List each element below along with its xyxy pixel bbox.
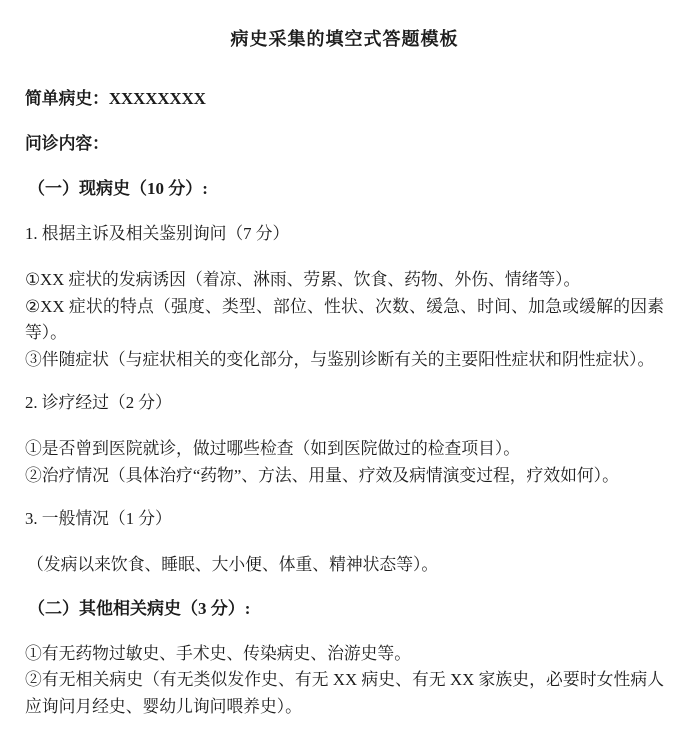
item-2-title: 2. 诊疗经过（2 分） bbox=[25, 393, 172, 412]
point-treatment-status: ②治疗情况（具体治疗“药物”、方法、用量、疗效及病情演变过程，疗效如何）。 bbox=[25, 465, 619, 485]
point-general-condition: （发病以来饮食、睡眠、大小便、体重、精神状态等）。 bbox=[27, 555, 439, 574]
section-2-heading: （二）其他相关病史（3 分）: bbox=[28, 598, 251, 618]
simple-history-value: XXXXXXXX bbox=[108, 89, 206, 108]
item-1-title: 1. 根据主诉及相关鉴别询问（7 分） bbox=[25, 224, 290, 243]
document-title: 病史采集的填空式答题模板 bbox=[230, 29, 459, 49]
point-allergy-surgery-history: ①有无药物过敏史、手术史、传染病史、治游史等。 bbox=[25, 643, 411, 663]
simple-history-line bbox=[25, 86, 664, 112]
point-symptom-features: ②XX 症状的特点（强度、类型、部位、性状、次数、缓急、时间、加急或缓解的因素等）。 bbox=[25, 296, 664, 342]
simple-history-label: 简单病史： bbox=[25, 89, 109, 108]
point-hospital-visits: ①是否曾到医院就诊，做过哪些检查（如到医院做过的检查项目）。 bbox=[25, 439, 521, 458]
point-related-history: ②有无相关病史（有无类似发作史、有无 XX 病史、有无 XX 家族史，必要时女性病人应询问月经史、婴幼儿询问喂养史）。 bbox=[25, 670, 664, 716]
item-1-points bbox=[25, 267, 664, 373]
inquiry-content-heading: 问诊内容： bbox=[25, 134, 109, 153]
item-2-points bbox=[25, 436, 664, 489]
item-3-title: 3. 一般情况（1 分） bbox=[25, 509, 172, 528]
section-2-points bbox=[25, 641, 664, 721]
point-symptom-trigger: ①XX 症状的发病诱因（着凉、淋雨、劳累、饮食、药物、外伤、情绪等）。 bbox=[25, 270, 581, 289]
point-accompanying-symptoms: ③伴随症状（与症状相关的变化部分，与鉴别诊断有关的主要阳性症状和阴性症状）。 bbox=[25, 349, 655, 369]
item-3-points bbox=[25, 552, 664, 579]
section-1-heading: （一）现病史（10 分）: bbox=[28, 179, 208, 198]
